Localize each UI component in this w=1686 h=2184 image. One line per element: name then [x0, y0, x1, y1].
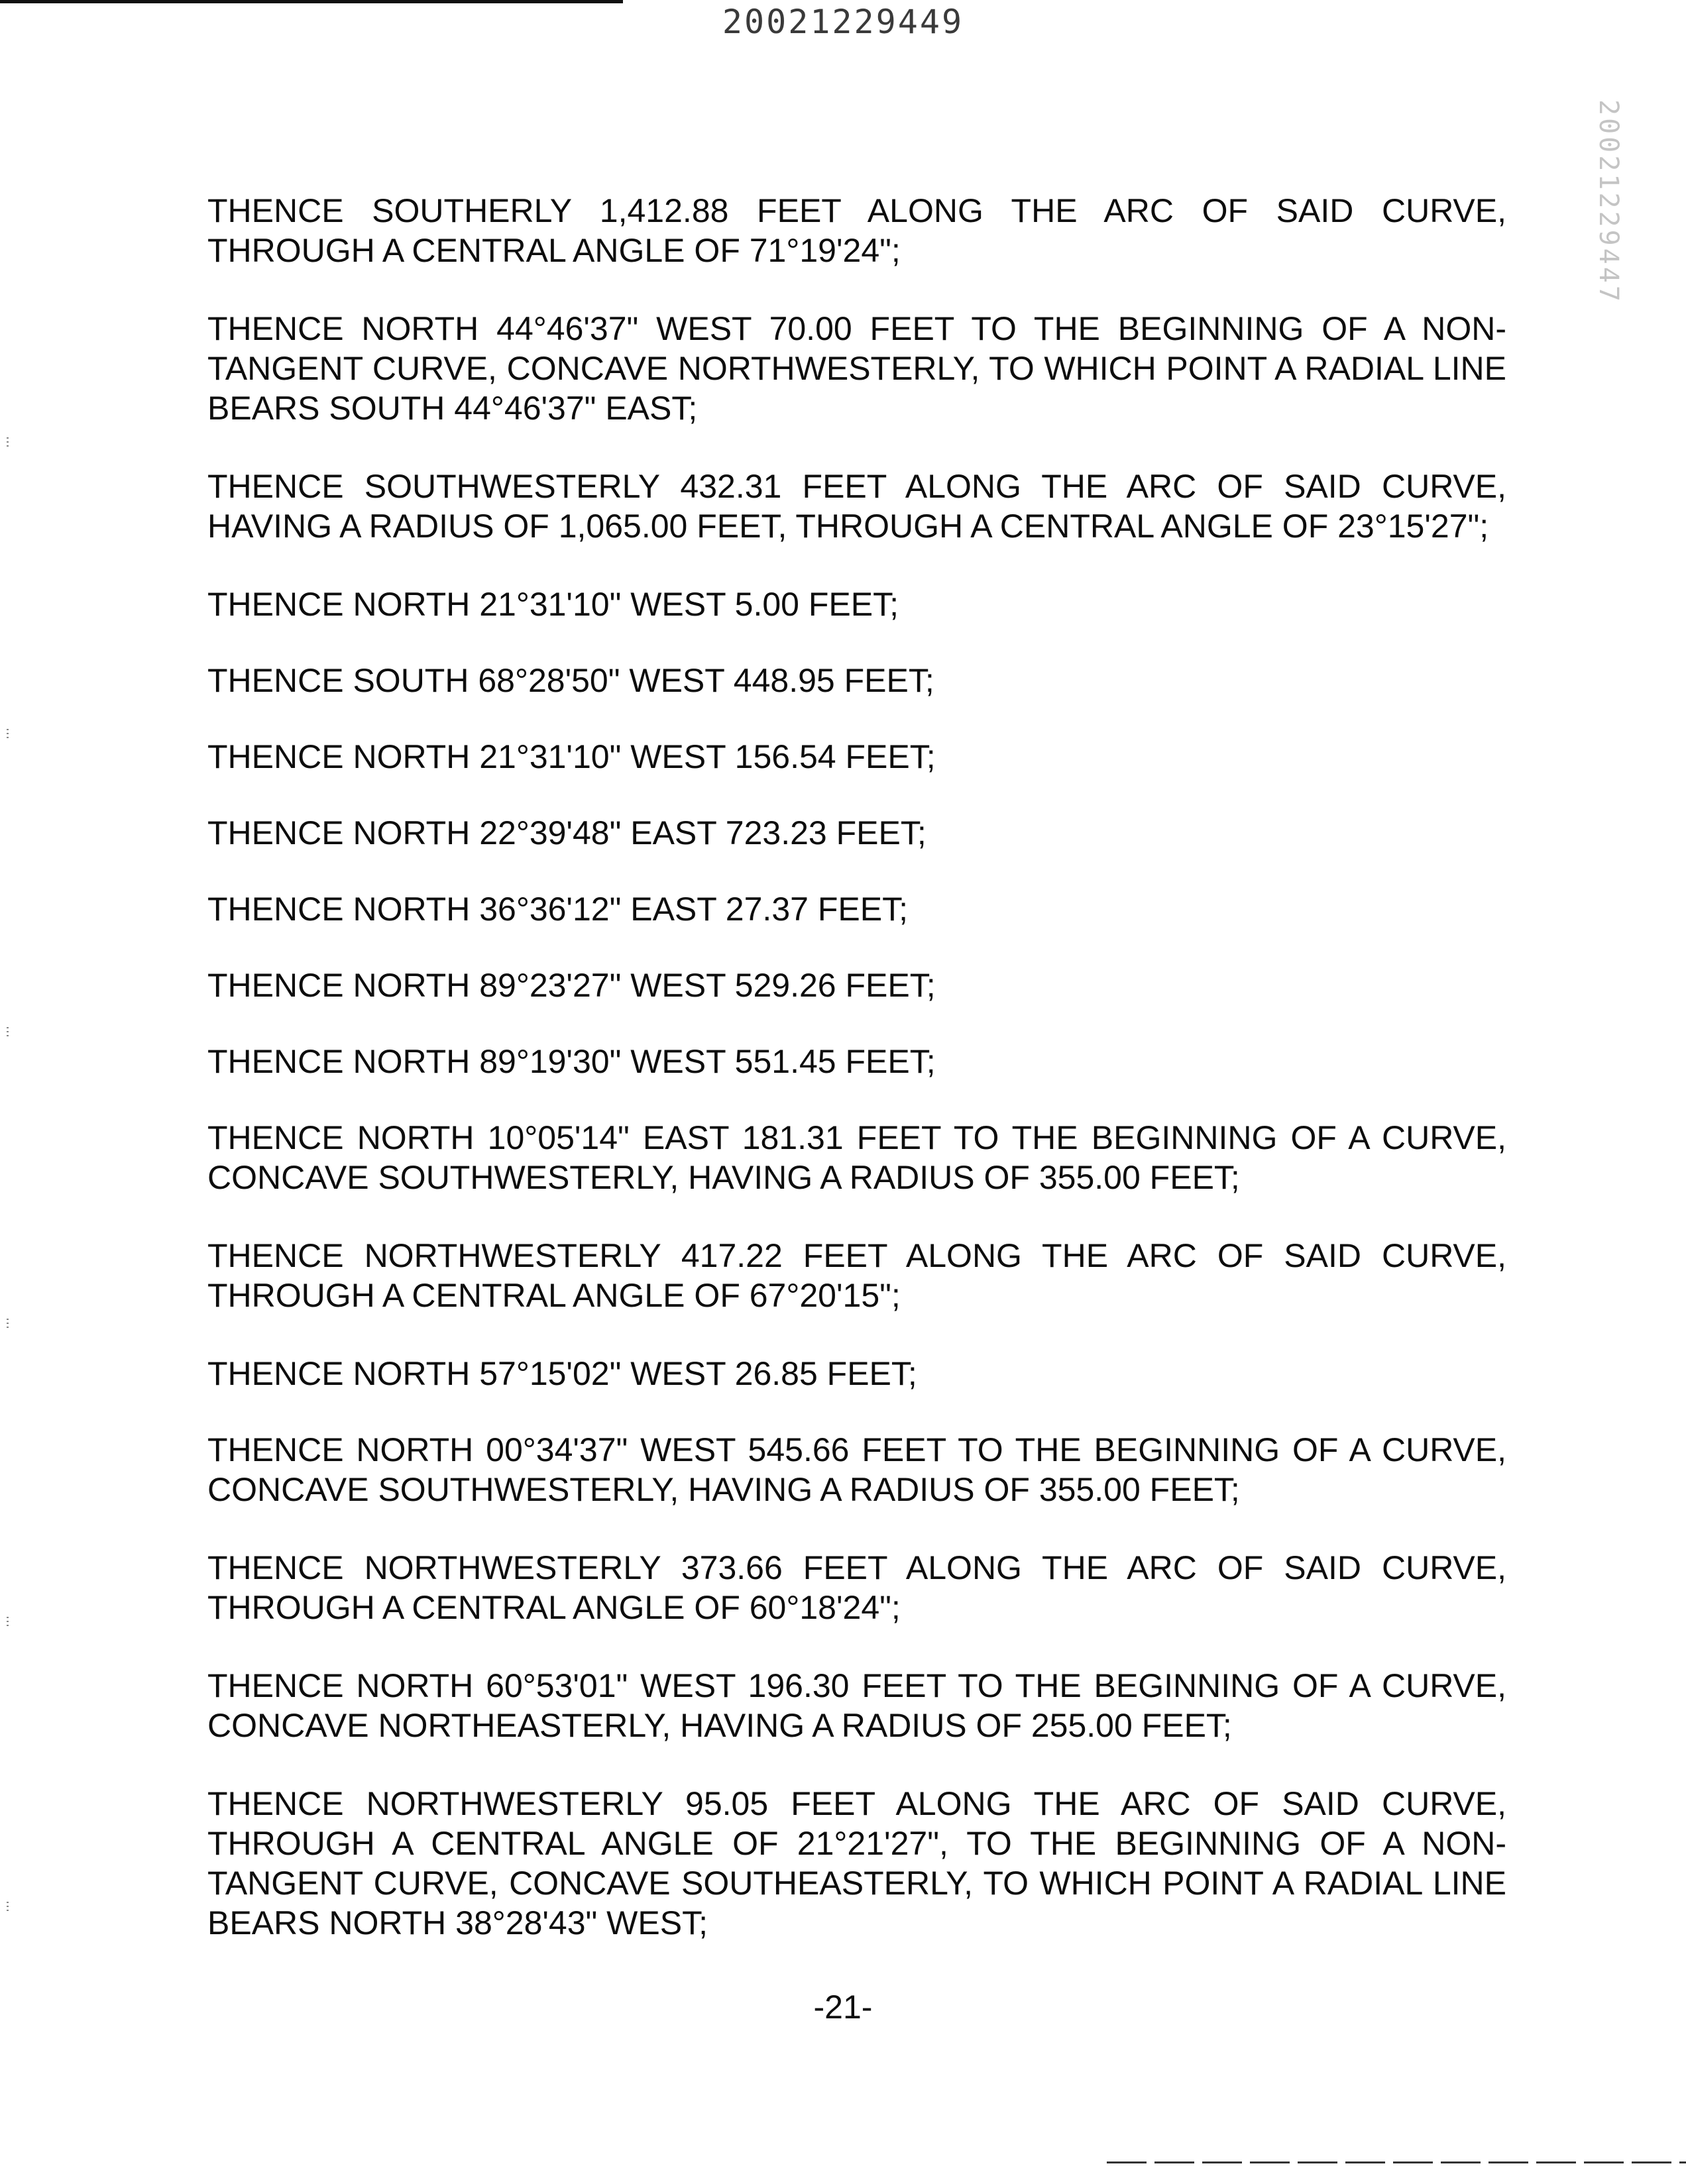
scan-speck	[7, 1027, 9, 1039]
course-paragraph: THENCE NORTH 10°05'14" EAST 181.31 FEET TO THE BEGINNING OF A CURVE, CONCAVE SOUTHWESTERLY, HAVING A RADIUS OF 355.00 FEET;	[207, 1119, 1506, 1196]
scan-speck	[7, 437, 9, 449]
course-paragraph: THENCE NORTH 57°15'02" WEST 26.85 FEET;	[207, 1355, 917, 1392]
course-paragraph: THENCE SOUTHERLY 1,412.88 FEET ALONG THE ARC OF SAID CURVE, THROUGH A CENTRAL ANGLE OF 71°19'24";	[207, 192, 1506, 269]
scan-speck	[7, 1617, 9, 1629]
scan-speck	[7, 1902, 9, 1914]
course-paragraph: THENCE NORTH 21°31'10" WEST 156.54 FEET;	[207, 738, 936, 775]
course-paragraph: THENCE NORTH 89°19'30" WEST 551.45 FEET;	[207, 1043, 936, 1080]
course-paragraph: THENCE NORTHWESTERLY 373.66 FEET ALONG THE ARC OF SAID CURVE, THROUGH A CENTRAL ANGLE OF 60°18'24";	[207, 1549, 1506, 1626]
legal-description	[207, 191, 1506, 1943]
course-paragraph: THENCE NORTH 44°46'37" WEST 70.00 FEET TO THE BEGINNING OF A NON-TANGENT CURVE, CONCAVE NORTHWESTERLY, TO WHICH POINT A RADIAL LINE BEARS SOUTH 44°46'37" EAST;	[207, 310, 1506, 427]
side-stamp: 20021229447	[1593, 99, 1624, 304]
course-paragraph: THENCE NORTH 36°36'12" EAST 27.37 FEET;	[207, 891, 908, 928]
course-paragraph: THENCE SOUTH 68°28'50" WEST 448.95 FEET;	[207, 662, 934, 699]
bottom-rule	[1107, 2161, 1686, 2163]
course-paragraph: THENCE NORTHWESTERLY 417.22 FEET ALONG THE ARC OF SAID CURVE, THROUGH A CENTRAL ANGLE OF 67°20'15";	[207, 1237, 1506, 1314]
course-paragraph: THENCE NORTH 00°34'37" WEST 545.66 FEET TO THE BEGINNING OF A CURVE, CONCAVE SOUTHWESTERLY, HAVING A RADIUS OF 355.00 FEET;	[207, 1431, 1506, 1508]
course-paragraph: THENCE NORTH 21°31'10" WEST 5.00 FEET;	[207, 586, 899, 623]
page-number: -21-	[813, 1989, 873, 2026]
course-paragraph: THENCE NORTH 60°53'01" WEST 196.30 FEET TO THE BEGINNING OF A CURVE, CONCAVE NORTHEASTERLY, HAVING A RADIUS OF 255.00 FEET;	[207, 1667, 1506, 1744]
document-number: 20021229449	[722, 3, 964, 41]
course-paragraph: THENCE SOUTHWESTERLY 432.31 FEET ALONG THE ARC OF SAID CURVE, HAVING A RADIUS OF 1,065.00 FEET, THROUGH A CENTRAL ANGLE OF 23°15'27";	[207, 468, 1506, 545]
scan-speck	[7, 1319, 9, 1331]
scan-speck	[7, 729, 9, 741]
course-paragraph: THENCE NORTH 89°23'27" WEST 529.26 FEET;	[207, 967, 936, 1004]
course-paragraph: THENCE NORTH 22°39'48" EAST 723.23 FEET;	[207, 814, 927, 851]
course-paragraph: THENCE NORTHWESTERLY 95.05 FEET ALONG THE ARC OF SAID CURVE, THROUGH A CENTRAL ANGLE OF 21°21'27", TO THE BEGINNING OF A NON-TANGENT CURVE, CONCAVE SOUTHEASTERLY, TO WHICH POINT A RADIAL LINE BEARS NORTH 38°28'43" WEST;	[207, 1785, 1506, 1941]
